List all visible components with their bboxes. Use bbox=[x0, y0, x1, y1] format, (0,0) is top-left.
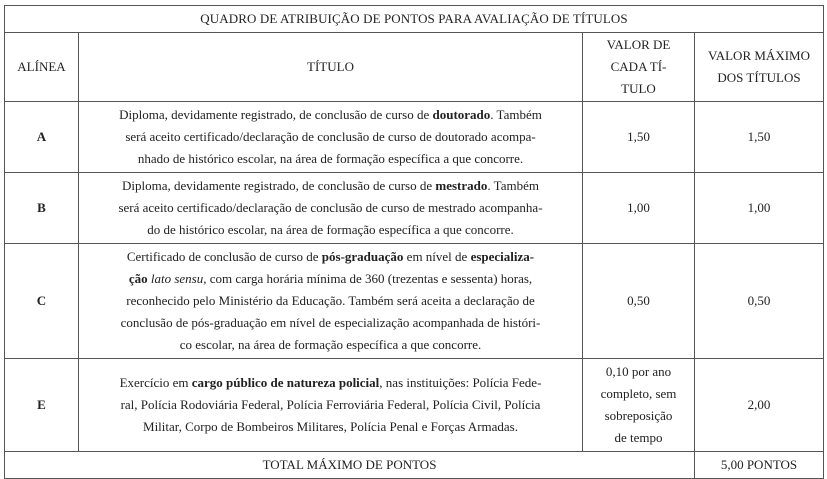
total-row bbox=[5, 452, 824, 479]
maximo-cell: 1,50 bbox=[695, 102, 824, 173]
header-alinea: ALÍNEA bbox=[5, 33, 79, 102]
alinea-cell: E bbox=[5, 359, 79, 452]
valor-cell: 0,10 por ano completo, sem sobreposição de tempo bbox=[583, 359, 695, 452]
titulo-cell: Diploma, devidamente registrado, de conclusão de curso de doutorado. Também será aceito certificado/declaração de conclusão de curso de doutorado acompa- nhado de histórico escolar, na área de formação específica a que concorre. bbox=[79, 102, 583, 173]
table-row bbox=[5, 173, 824, 244]
table-title: QUADRO DE ATRIBUIÇÃO DE PONTOS PARA AVALIAÇÃO DE TÍTULOS bbox=[5, 6, 824, 33]
header-valor-maximo: VALOR MÁXIMO DOS TÍTULOS bbox=[695, 33, 824, 102]
titulo-cell: Diploma, devidamente registrado, de conclusão de curso de mestrado. Também será aceito certificado/declaração de conclusão de curso de mestrado acompanha- do de histórico escolar, na área de formação específica a que concorre. bbox=[79, 173, 583, 244]
table-row bbox=[5, 359, 824, 452]
alinea-cell: C bbox=[5, 244, 79, 359]
valor-cell: 1,00 bbox=[583, 173, 695, 244]
maximo-cell: 0,50 bbox=[695, 244, 824, 359]
total-label: TOTAL MÁXIMO DE PONTOS bbox=[5, 452, 695, 479]
titulo-cell: Certificado de conclusão de curso de pós-graduação em nível de especializa- ção lato sensu, com carga horária mínima de 360 (trezentas e sessenta) horas, reconhecido pelo Ministério da Educação. Também será aceita a declaração de conclusão de pós-graduação em nível de especialização acompanhada de históri- co escolar, na área de formação específica a que concorre. bbox=[79, 244, 583, 359]
valor-cell: 1,50 bbox=[583, 102, 695, 173]
table-row bbox=[5, 244, 824, 359]
points-table bbox=[4, 5, 824, 479]
table-row bbox=[5, 102, 824, 173]
titulo-cell: Exercício em cargo público de natureza policial, nas instituições: Polícia Fede- ral, Polícia Rodoviária Federal, Polícia Ferroviária Federal, Polícia Civil, Polícia Militar, Corpo de Bombeiros Militares, Polícia Penal e Forças Armadas. bbox=[79, 359, 583, 452]
valor-cell: 0,50 bbox=[583, 244, 695, 359]
alinea-cell: B bbox=[5, 173, 79, 244]
header-valor-cada: VALOR DE CADA TÍ- TULO bbox=[583, 33, 695, 102]
header-row bbox=[5, 33, 824, 102]
table-title-row bbox=[5, 6, 824, 33]
maximo-cell: 2,00 bbox=[695, 359, 824, 452]
alinea-cell: A bbox=[5, 102, 79, 173]
total-value: 5,00 PONTOS bbox=[695, 452, 824, 479]
maximo-cell: 1,00 bbox=[695, 173, 824, 244]
header-titulo: TÍTULO bbox=[79, 33, 583, 102]
